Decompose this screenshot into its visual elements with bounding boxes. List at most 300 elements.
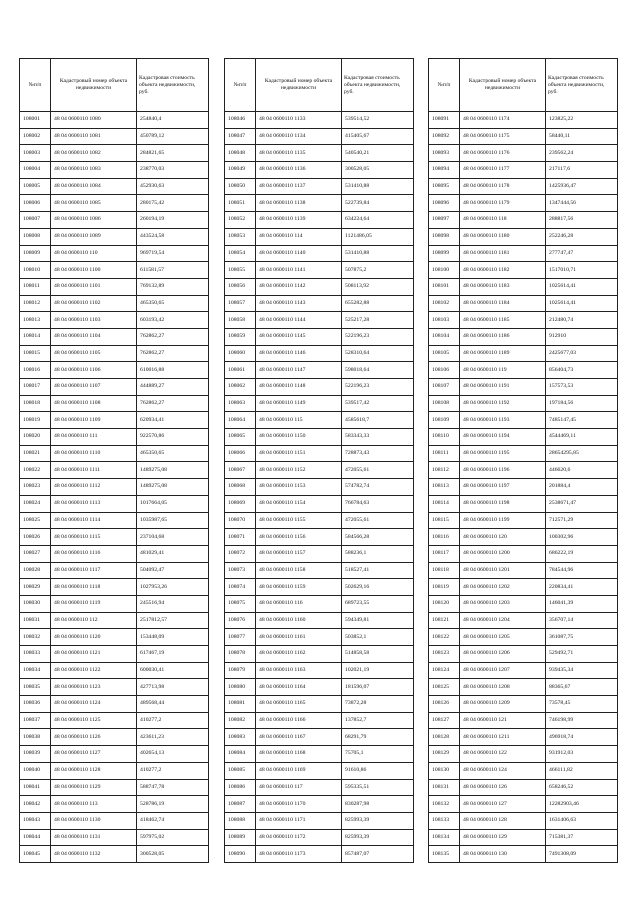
- cadastral-value: 598018,64: [342, 362, 414, 379]
- cadastral-value: 7485147,45: [546, 412, 618, 429]
- row-number: 108133: [429, 812, 460, 829]
- cadastral-number: 48 04 0600110 1100: [51, 262, 137, 279]
- row-number: 108125: [429, 679, 460, 696]
- row-number: 108093: [429, 145, 460, 162]
- cadastral-value: 514858,58: [342, 646, 414, 663]
- cadastral-value: 634224,64: [342, 212, 414, 229]
- cadastral-value: 472055,61: [342, 512, 414, 529]
- cadastral-value: 489568,44: [137, 696, 209, 713]
- cadastral-value: 539514,52: [342, 112, 414, 129]
- table-row: [20, 195, 209, 212]
- cadastral-number: 48 04 0600110 1174: [460, 112, 546, 129]
- cadastral-value: 410277,2: [137, 712, 209, 729]
- row-number: 108063: [225, 395, 256, 412]
- table-row: [429, 479, 618, 496]
- header-num: №п/п: [20, 59, 51, 112]
- cadastral-value: 496918,74: [546, 729, 618, 746]
- cadastral-value: 201884,4: [546, 479, 618, 496]
- table-row: [429, 195, 618, 212]
- row-number: 108106: [429, 362, 460, 379]
- row-number: 108073: [225, 562, 256, 579]
- cadastral-value: 689723,55: [342, 595, 414, 612]
- cadastral-value: 1027953,26: [137, 579, 209, 596]
- cadastral-value: 529492,71: [546, 646, 618, 663]
- cadastral-number: 48 04 0600110 1182: [460, 262, 546, 279]
- table-row: [225, 112, 414, 129]
- table-row: [429, 362, 618, 379]
- cadastral-number: 48 04 0600110 1207: [460, 662, 546, 679]
- row-number: 108022: [20, 462, 51, 479]
- table-row: [20, 462, 209, 479]
- row-number: 108123: [429, 646, 460, 663]
- table-row: [429, 679, 618, 696]
- row-number: 108075: [225, 595, 256, 612]
- cadastral-number: 48 04 0600110 1081: [51, 128, 137, 145]
- row-number: 108120: [429, 595, 460, 612]
- cadastral-value: 288817,56: [546, 212, 618, 229]
- row-number: 108031: [20, 612, 51, 629]
- cadastral-number: 48 04 0600110 1137: [256, 178, 342, 195]
- cadastral-value: 452930,63: [137, 178, 209, 195]
- cadastral-value: 620934,41: [137, 412, 209, 429]
- row-number: 108071: [225, 529, 256, 546]
- cadastral-value: 217117,6: [546, 162, 618, 179]
- table-row: [429, 162, 618, 179]
- row-number: 108050: [225, 178, 256, 195]
- register-table-1: [19, 58, 209, 863]
- cadastral-number: 48 04 0600110 117: [256, 779, 342, 796]
- table-row: [225, 595, 414, 612]
- cadastral-number: 48 04 0600110 1138: [256, 195, 342, 212]
- header-cadastral-value: Кадастровая стоимость объекта недвижимости, руб.: [342, 59, 414, 112]
- cadastral-value: 1489275,08: [137, 462, 209, 479]
- cadastral-number: 48 04 0600110 1157: [256, 545, 342, 562]
- cadastral-number: 48 04 0600110 1121: [51, 646, 137, 663]
- cadastral-value: 617467,19: [137, 646, 209, 663]
- cadastral-value: 88365,67: [546, 679, 618, 696]
- cadastral-number: 48 04 0600110 1107: [51, 379, 137, 396]
- row-number: 108057: [225, 295, 256, 312]
- cadastral-number: 48 04 0600110 1158: [256, 562, 342, 579]
- table-row: [429, 595, 618, 612]
- cadastral-value: 525217,28: [342, 312, 414, 329]
- table-row: [225, 312, 414, 329]
- row-number: 108132: [429, 796, 460, 813]
- cadastral-value: 1489275,08: [137, 479, 209, 496]
- cadastral-number: 48 04 0600110 1118: [51, 579, 137, 596]
- cadastral-value: 1631406,63: [546, 812, 618, 829]
- cadastral-value: 146041,39: [546, 595, 618, 612]
- table-row: [20, 762, 209, 779]
- cadastral-number: 48 04 0600110 1169: [256, 762, 342, 779]
- cadastral-number: 48 04 0600110 124: [460, 762, 546, 779]
- row-number: 108124: [429, 662, 460, 679]
- table-row: [429, 762, 618, 779]
- cadastral-number: 48 04 0600110 1181: [460, 245, 546, 262]
- cadastral-number: 48 04 0600110 1211: [460, 729, 546, 746]
- table-row: [429, 812, 618, 829]
- table-row: [20, 245, 209, 262]
- row-number: 108078: [225, 646, 256, 663]
- cadastral-value: 531410,88: [342, 178, 414, 195]
- cadastral-number: 48 04 0600110 1164: [256, 679, 342, 696]
- row-number: 108034: [20, 662, 51, 679]
- cadastral-value: 504092,47: [137, 562, 209, 579]
- cadastral-number: 48 04 0600110 1111: [51, 462, 137, 479]
- cadastral-value: 531410,88: [342, 245, 414, 262]
- cadastral-number: 48 04 0600110 1110: [51, 445, 137, 462]
- row-number: 108122: [429, 629, 460, 646]
- cadastral-number: 48 04 0600110 1101: [51, 278, 137, 295]
- cadastral-value: 472055,61: [342, 462, 414, 479]
- row-number: 108095: [429, 178, 460, 195]
- table-row: [429, 379, 618, 396]
- cadastral-value: 123825,22: [546, 112, 618, 129]
- table-row: [225, 796, 414, 813]
- cadastral-value: 212480,74: [546, 312, 618, 329]
- table-row: [429, 712, 618, 729]
- cadastral-number: 48 04 0600110 1173: [256, 846, 342, 863]
- cadastral-value: 969719,54: [137, 245, 209, 262]
- cadastral-value: 157573,53: [546, 379, 618, 396]
- table-row: [225, 846, 414, 863]
- cadastral-value: 2538671,47: [546, 495, 618, 512]
- table-row: [225, 495, 414, 512]
- cadastral-value: 1121486,05: [342, 228, 414, 245]
- table-row: [429, 646, 618, 663]
- table-row: [429, 112, 618, 129]
- cadastral-number: 48 04 0600110 1117: [51, 562, 137, 579]
- row-number: 108097: [429, 212, 460, 229]
- cadastral-number: 48 04 0600110 1155: [256, 512, 342, 529]
- cadastral-number: 48 04 0600110 1132: [51, 846, 137, 863]
- row-number: 108103: [429, 312, 460, 329]
- table-row: [20, 345, 209, 362]
- table-row: [429, 829, 618, 846]
- row-number: 108112: [429, 462, 460, 479]
- cadastral-number: 48 04 0600110 1191: [460, 379, 546, 396]
- table-row: [429, 412, 618, 429]
- cadastral-number: 48 04 0600110 1159: [256, 579, 342, 596]
- row-number: 108092: [429, 128, 460, 145]
- row-number: 108054: [225, 245, 256, 262]
- row-number: 108065: [225, 429, 256, 446]
- table-row: [225, 162, 414, 179]
- cadastral-value: 466111,82: [546, 762, 618, 779]
- table-row: [20, 579, 209, 596]
- cadastral-value: 603193,42: [137, 312, 209, 329]
- table-body: [429, 112, 618, 863]
- cadastral-value: 502629,16: [342, 579, 414, 596]
- table-row: [429, 746, 618, 763]
- table-row: [225, 529, 414, 546]
- cadastral-number: 48 04 0600110 1162: [256, 646, 342, 663]
- table-row: [225, 429, 414, 446]
- table-row: [20, 679, 209, 696]
- row-number: 108098: [429, 228, 460, 245]
- cadastral-number: 48 04 0600110 115: [256, 412, 342, 429]
- table-row: [20, 262, 209, 279]
- cadastral-number: 48 04 0600110 1152: [256, 462, 342, 479]
- cadastral-number: 48 04 0600110 1080: [51, 112, 137, 129]
- cadastral-value: 1517010,71: [546, 262, 618, 279]
- row-number: 108002: [20, 128, 51, 145]
- row-number: 108126: [429, 696, 460, 713]
- table-row: [429, 696, 618, 713]
- cadastral-value: 594349,81: [342, 612, 414, 629]
- table-row: [20, 395, 209, 412]
- row-number: 108021: [20, 445, 51, 462]
- table-row: [20, 529, 209, 546]
- table-row: [429, 796, 618, 813]
- cadastral-number: 48 04 0600110 116: [256, 595, 342, 612]
- cadastral-value: 610016,88: [137, 362, 209, 379]
- row-number: 108047: [225, 128, 256, 145]
- cadastral-number: 48 04 0600110 1193: [460, 412, 546, 429]
- cadastral-number: 48 04 0600110 1123: [51, 679, 137, 696]
- row-number: 108059: [225, 328, 256, 345]
- cadastral-value: 423611,23: [137, 729, 209, 746]
- cadastral-value: 361087,75: [546, 629, 618, 646]
- cadastral-number: 48 04 0600110 1109: [51, 412, 137, 429]
- row-number: 108090: [225, 846, 256, 863]
- row-number: 108045: [20, 846, 51, 863]
- cadastral-number: 48 04 0600110 1184: [460, 295, 546, 312]
- cadastral-number: 48 04 0600110 1146: [256, 345, 342, 362]
- cadastral-value: 443524,58: [137, 228, 209, 245]
- row-number: 108109: [429, 412, 460, 429]
- cadastral-number: 48 04 0600110 1149: [256, 395, 342, 412]
- cadastral-value: 4585618,7: [342, 412, 414, 429]
- cadastral-value: 91610,86: [342, 762, 414, 779]
- row-number: 108058: [225, 312, 256, 329]
- header-cadastral-number: Кадастровый номер объекта недвижимости: [256, 59, 342, 112]
- table-row: [225, 178, 414, 195]
- table-header-row: [20, 59, 209, 112]
- table-row: [225, 612, 414, 629]
- row-number: 108013: [20, 312, 51, 329]
- cadastral-value: 7491308,09: [546, 846, 618, 863]
- row-number: 108062: [225, 379, 256, 396]
- cadastral-value: 825993,39: [342, 829, 414, 846]
- table-row: [20, 379, 209, 396]
- cadastral-number: 48 04 0600110 1168: [256, 746, 342, 763]
- table-row: [225, 779, 414, 796]
- cadastral-number: 48 04 0600110 1144: [256, 312, 342, 329]
- table-row: [20, 145, 209, 162]
- header-cadastral-value: Кадастровая стоимость объекта недвижимости, руб.: [137, 59, 209, 112]
- row-number: 108011: [20, 278, 51, 295]
- row-number: 108117: [429, 545, 460, 562]
- row-number: 108026: [20, 529, 51, 546]
- row-number: 108051: [225, 195, 256, 212]
- row-number: 108019: [20, 412, 51, 429]
- cadastral-number: 48 04 0600110 1163: [256, 662, 342, 679]
- cadastral-number: 48 04 0600110 1122: [51, 662, 137, 679]
- cadastral-value: 1425936,47: [546, 178, 618, 195]
- table-row: [429, 612, 618, 629]
- row-number: 108020: [20, 429, 51, 446]
- cadastral-number: 48 04 0600110 1102: [51, 295, 137, 312]
- row-number: 108009: [20, 245, 51, 262]
- cadastral-number: 48 04 0600110 1160: [256, 612, 342, 629]
- cadastral-number: 48 04 0600110 1151: [256, 445, 342, 462]
- row-number: 108004: [20, 162, 51, 179]
- row-number: 108134: [429, 829, 460, 846]
- cadastral-number: 48 04 0600110 1156: [256, 529, 342, 546]
- table-row: [20, 328, 209, 345]
- table-row: [20, 812, 209, 829]
- table-row: [429, 579, 618, 596]
- cadastral-value: 522196,23: [342, 379, 414, 396]
- table-row: [225, 345, 414, 362]
- cadastral-value: 522739,84: [342, 195, 414, 212]
- row-number: 108114: [429, 495, 460, 512]
- table-row: [20, 112, 209, 129]
- table-row: [20, 312, 209, 329]
- cadastral-value: 830287,98: [342, 796, 414, 813]
- cadastral-value: 418462,74: [137, 812, 209, 829]
- cadastral-value: 12282903,46: [546, 796, 618, 813]
- table-row: [429, 512, 618, 529]
- row-number: 108128: [429, 729, 460, 746]
- row-number: 108060: [225, 345, 256, 362]
- cadastral-value: 1025614,41: [546, 295, 618, 312]
- cadastral-value: 73872,28: [342, 696, 414, 713]
- cadastral-value: 465350,65: [137, 295, 209, 312]
- cadastral-number: 48 04 0600110 121: [460, 712, 546, 729]
- header-cadastral-number: Кадастровый номер объекта недвижимости: [460, 59, 546, 112]
- row-number: 108028: [20, 562, 51, 579]
- cadastral-value: 518527,41: [342, 562, 414, 579]
- cadastral-number: 48 04 0600110 1128: [51, 762, 137, 779]
- table-row: [429, 345, 618, 362]
- cadastral-value: 58440,11: [546, 128, 618, 145]
- header-num: №п/п: [225, 59, 256, 112]
- cadastral-value: 507875,2: [342, 262, 414, 279]
- cadastral-value: 444889,27: [137, 379, 209, 396]
- table-row: [20, 846, 209, 863]
- table-row: [20, 562, 209, 579]
- table-row: [225, 128, 414, 145]
- cadastral-value: 686222,19: [546, 545, 618, 562]
- cadastral-value: 300528,05: [342, 162, 414, 179]
- row-number: 108119: [429, 579, 460, 596]
- cadastral-number: 48 04 0600110 1197: [460, 479, 546, 496]
- cadastral-number: 48 04 0600110 1089: [51, 228, 137, 245]
- table-row: [20, 362, 209, 379]
- table-row: [225, 262, 414, 279]
- row-number: 108003: [20, 145, 51, 162]
- row-number: 108007: [20, 212, 51, 229]
- cadastral-value: 825993,39: [342, 812, 414, 829]
- table-row: [20, 629, 209, 646]
- table-row: [429, 395, 618, 412]
- cadastral-value: 762862,27: [137, 328, 209, 345]
- table-row: [20, 212, 209, 229]
- row-number: 108104: [429, 328, 460, 345]
- table-row: [429, 178, 618, 195]
- table-row: [429, 429, 618, 446]
- table-row: [225, 479, 414, 496]
- row-number: 108118: [429, 562, 460, 579]
- cadastral-number: 48 04 0600110 1192: [460, 395, 546, 412]
- cadastral-value: 137852,7: [342, 712, 414, 729]
- row-number: 108129: [429, 746, 460, 763]
- cadastral-number: 48 04 0600110 1206: [460, 646, 546, 663]
- cadastral-number: 48 04 0600110 1133: [256, 112, 342, 129]
- row-number: 108082: [225, 712, 256, 729]
- header-num: №п/п: [429, 59, 460, 112]
- register-table-2: [224, 58, 414, 863]
- cadastral-number: 48 04 0600110 1103: [51, 312, 137, 329]
- row-number: 108107: [429, 379, 460, 396]
- cadastral-number: 48 04 0600110 1196: [460, 462, 546, 479]
- cadastral-number: 48 04 0600110 1142: [256, 278, 342, 295]
- table-row: [225, 295, 414, 312]
- cadastral-value: 239562,24: [546, 145, 618, 162]
- cadastral-value: 528786,19: [137, 796, 209, 813]
- row-number: 108010: [20, 262, 51, 279]
- cadastral-number: 48 04 0600110 1189: [460, 345, 546, 362]
- cadastral-number: 48 04 0600110 1153: [256, 479, 342, 496]
- cadastral-value: 762862,27: [137, 395, 209, 412]
- row-number: 108080: [225, 679, 256, 696]
- row-number: 108001: [20, 112, 51, 129]
- row-number: 108130: [429, 762, 460, 779]
- cadastral-number: 48 04 0600110 1126: [51, 729, 137, 746]
- table-row: [20, 495, 209, 512]
- row-number: 108096: [429, 195, 460, 212]
- cadastral-number: 48 04 0600110 1125: [51, 712, 137, 729]
- table-row: [20, 779, 209, 796]
- table-row: [225, 145, 414, 162]
- row-number: 108046: [225, 112, 256, 129]
- cadastral-value: 1025614,41: [546, 278, 618, 295]
- table-row: [429, 562, 618, 579]
- cadastral-value: 197184,56: [546, 395, 618, 412]
- row-number: 108081: [225, 696, 256, 713]
- row-number: 108086: [225, 779, 256, 796]
- row-number: 108066: [225, 445, 256, 462]
- cadastral-number: 48 04 0600110 119: [460, 362, 546, 379]
- table-row: [225, 696, 414, 713]
- cadastral-number: 48 04 0600110 1183: [460, 278, 546, 295]
- cadastral-value: 2425677,03: [546, 345, 618, 362]
- cadastral-number: 48 04 0600110 129: [460, 829, 546, 846]
- cadastral-number: 48 04 0600110 1186: [460, 328, 546, 345]
- cadastral-value: 75705,1: [342, 746, 414, 763]
- cadastral-value: 356707,14: [546, 612, 618, 629]
- table-row: [429, 462, 618, 479]
- cadastral-value: 1017664,05: [137, 495, 209, 512]
- row-number: 108113: [429, 479, 460, 496]
- cadastral-number: 48 04 0600110 1083: [51, 162, 137, 179]
- row-number: 108110: [429, 429, 460, 446]
- cadastral-number: 48 04 0600110 113: [51, 796, 137, 813]
- cadastral-value: 237104,68: [137, 529, 209, 546]
- row-number: 108025: [20, 512, 51, 529]
- table-row: [429, 545, 618, 562]
- cadastral-number: 48 04 0600110 1106: [51, 362, 137, 379]
- table-row: [20, 595, 209, 612]
- table-row: [429, 729, 618, 746]
- table-row: [225, 562, 414, 579]
- row-number: 108100: [429, 262, 460, 279]
- cadastral-number: 48 04 0600110 1124: [51, 696, 137, 713]
- cadastral-value: 153448,09: [137, 629, 209, 646]
- cadastral-value: 939435,34: [546, 662, 618, 679]
